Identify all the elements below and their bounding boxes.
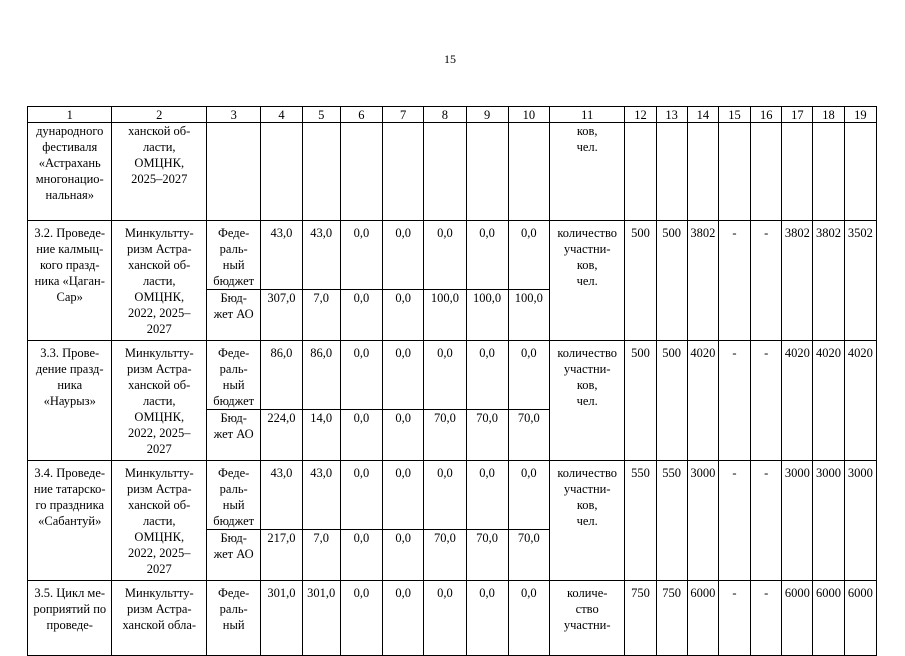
row-cont-empty-cell [424,123,466,221]
indicator-value: 500 [656,221,687,341]
regional-amount: 0,0 [340,530,382,581]
indicator-value: 3802 [813,221,844,341]
indicator-value: 6000 [687,581,718,656]
federal-amount: 0,0 [424,461,466,530]
column-number-14: 14 [687,107,718,123]
column-number-13: 13 [656,107,687,123]
indicator-value: - [718,221,750,341]
federal-amount: 0,0 [340,581,382,656]
indicator-value: 6000 [782,581,813,656]
indicator-value: 3000 [687,461,718,581]
regional-amount: 7,0 [302,290,340,341]
row-cont-empty-cell [813,123,844,221]
column-number-10: 10 [508,107,549,123]
event-name: 3.5. Цикл ме- роприятий по проведе- [28,581,112,656]
row-cont-empty-cell [656,123,687,221]
column-number-19: 19 [844,107,876,123]
regional-amount: 0,0 [340,290,382,341]
row-cont-empty-cell [302,123,340,221]
event-indicator: количество участни- ков, чел. [549,461,624,581]
funding-source-federal: Феде- раль- ный бюджет [207,221,261,290]
regional-amount: 100,0 [424,290,466,341]
column-number-6: 6 [340,107,382,123]
regional-amount: 100,0 [466,290,508,341]
column-number-5: 5 [302,107,340,123]
indicator-value: 500 [625,221,656,341]
column-number-4: 4 [261,107,302,123]
event-name: 3.4. Проведе- ние татарско- го праздника «Сабантуй» [28,461,112,581]
row-cont-empty-cell [508,123,549,221]
indicator-value: 550 [625,461,656,581]
event-row [28,221,877,290]
indicator-value: 750 [625,581,656,656]
federal-amount: 0,0 [508,581,549,656]
indicator-value: - [751,221,782,341]
column-number-16: 16 [751,107,782,123]
event-executor: Минкультту- ризм Астра- ханской обла- [112,581,207,656]
row-cont-empty-cell [340,123,382,221]
event-row [28,341,877,410]
page-number: 15 [444,52,456,66]
column-number-9: 9 [466,107,508,123]
regional-amount: 7,0 [302,530,340,581]
regional-amount: 70,0 [466,530,508,581]
federal-amount: 0,0 [466,221,508,290]
plan-table [27,106,877,656]
regional-amount: 0,0 [383,530,424,581]
indicator-value: 500 [625,341,656,461]
funding-source-federal: Феде- раль- ный бюджет [207,341,261,410]
indicator-value: 4020 [844,341,876,461]
federal-amount: 0,0 [340,461,382,530]
regional-amount: 70,0 [508,530,549,581]
federal-amount: 0,0 [340,341,382,410]
regional-amount: 70,0 [508,410,549,461]
federal-amount: 86,0 [261,341,302,410]
federal-amount: 0,0 [466,461,508,530]
column-number-1: 1 [28,107,112,123]
row-cont-executor: ханской об- ласти, ОМЦНК, 2025–2027 [112,123,207,221]
federal-amount: 43,0 [302,221,340,290]
indicator-value: 3802 [687,221,718,341]
row-cont-empty-cell [261,123,302,221]
regional-amount: 70,0 [424,530,466,581]
federal-amount: 43,0 [261,221,302,290]
federal-amount: 0,0 [424,581,466,656]
indicator-value: 3000 [844,461,876,581]
column-number-3: 3 [207,107,261,123]
indicator-value: 4020 [782,341,813,461]
event-row-partial [28,581,877,656]
federal-amount: 301,0 [261,581,302,656]
indicator-value: 3502 [844,221,876,341]
federal-amount: 0,0 [383,341,424,410]
regional-amount: 224,0 [261,410,302,461]
federal-amount: 0,0 [383,581,424,656]
row-cont-indicator: ков, чел. [549,123,624,221]
federal-amount: 43,0 [302,461,340,530]
regional-amount: 217,0 [261,530,302,581]
indicator-value: 3000 [782,461,813,581]
indicator-value: 4020 [687,341,718,461]
federal-amount: 0,0 [508,341,549,410]
row-cont-empty-cell [751,123,782,221]
column-number-2: 2 [112,107,207,123]
indicator-value: 500 [656,341,687,461]
indicator-value: - [751,461,782,581]
federal-amount: 301,0 [302,581,340,656]
federal-amount: 0,0 [424,341,466,410]
plan-table-body [28,107,877,656]
federal-amount: 0,0 [466,341,508,410]
event-name: 3.2. Проведе- ние калмыц- кого празд- ника «Цаган- Сар» [28,221,112,341]
funding-source-regional: Бюд- жет АО [207,290,261,341]
regional-amount: 70,0 [424,410,466,461]
event-executor: Минкультту- ризм Астра- ханской об- ласти, ОМЦНК, 2022, 2025– 2027 [112,461,207,581]
event-executor: Минкультту- ризм Астра- ханской об- ласти, ОМЦНК, 2022, 2025– 2027 [112,341,207,461]
row-cont-empty-cell [207,123,261,221]
indicator-value: 6000 [844,581,876,656]
row-cont-empty-cell [782,123,813,221]
event-executor: Минкультту- ризм Астра- ханской об- ласти, ОМЦНК, 2022, 2025– 2027 [112,221,207,341]
indicator-value: 750 [656,581,687,656]
federal-amount: 0,0 [508,221,549,290]
indicator-value: 6000 [813,581,844,656]
column-number-15: 15 [718,107,750,123]
column-number-8: 8 [424,107,466,123]
event-indicator: количе- ство участни- [549,581,624,656]
indicator-value: - [718,461,750,581]
row-cont-empty-cell [687,123,718,221]
row-cont-empty-cell [625,123,656,221]
indicator-value: 3802 [782,221,813,341]
regional-amount: 70,0 [466,410,508,461]
federal-amount: 43,0 [261,461,302,530]
column-number-17: 17 [782,107,813,123]
event-name: 3.3. Прове- дение празд- ника «Наурыз» [28,341,112,461]
federal-amount: 0,0 [466,581,508,656]
column-number-7: 7 [383,107,424,123]
column-number-row [28,107,877,123]
federal-amount: 0,0 [383,221,424,290]
row-cont-empty-cell [718,123,750,221]
funding-source-federal: Феде- раль- ный [207,581,261,656]
funding-source-regional: Бюд- жет АО [207,530,261,581]
column-number-11: 11 [549,107,624,123]
federal-amount: 0,0 [424,221,466,290]
regional-amount: 14,0 [302,410,340,461]
event-indicator: количество участни- ков, чел. [549,221,624,341]
indicator-value: - [718,581,750,656]
indicator-value: 550 [656,461,687,581]
indicator-value: - [751,341,782,461]
row-cont-name: дународного фестиваля «Астрахань многонацио- нальная» [28,123,112,221]
funding-source-federal: Феде- раль- ный бюджет [207,461,261,530]
indicator-value: - [718,341,750,461]
event-indicator: количество участни- ков, чел. [549,341,624,461]
row-cont-empty-cell [466,123,508,221]
funding-source-regional: Бюд- жет АО [207,410,261,461]
regional-amount: 0,0 [340,410,382,461]
column-number-18: 18 [813,107,844,123]
federal-amount: 0,0 [383,461,424,530]
federal-amount: 86,0 [302,341,340,410]
row-cont-empty-cell [383,123,424,221]
column-number-12: 12 [625,107,656,123]
federal-amount: 0,0 [508,461,549,530]
regional-amount: 0,0 [383,290,424,341]
row-cont-empty-cell [844,123,876,221]
event-row [28,461,877,530]
federal-amount: 0,0 [340,221,382,290]
indicator-value: - [751,581,782,656]
indicator-value: 3000 [813,461,844,581]
regional-amount: 307,0 [261,290,302,341]
regional-amount: 100,0 [508,290,549,341]
indicator-value: 4020 [813,341,844,461]
regional-amount: 0,0 [383,410,424,461]
continued-row [28,123,877,221]
